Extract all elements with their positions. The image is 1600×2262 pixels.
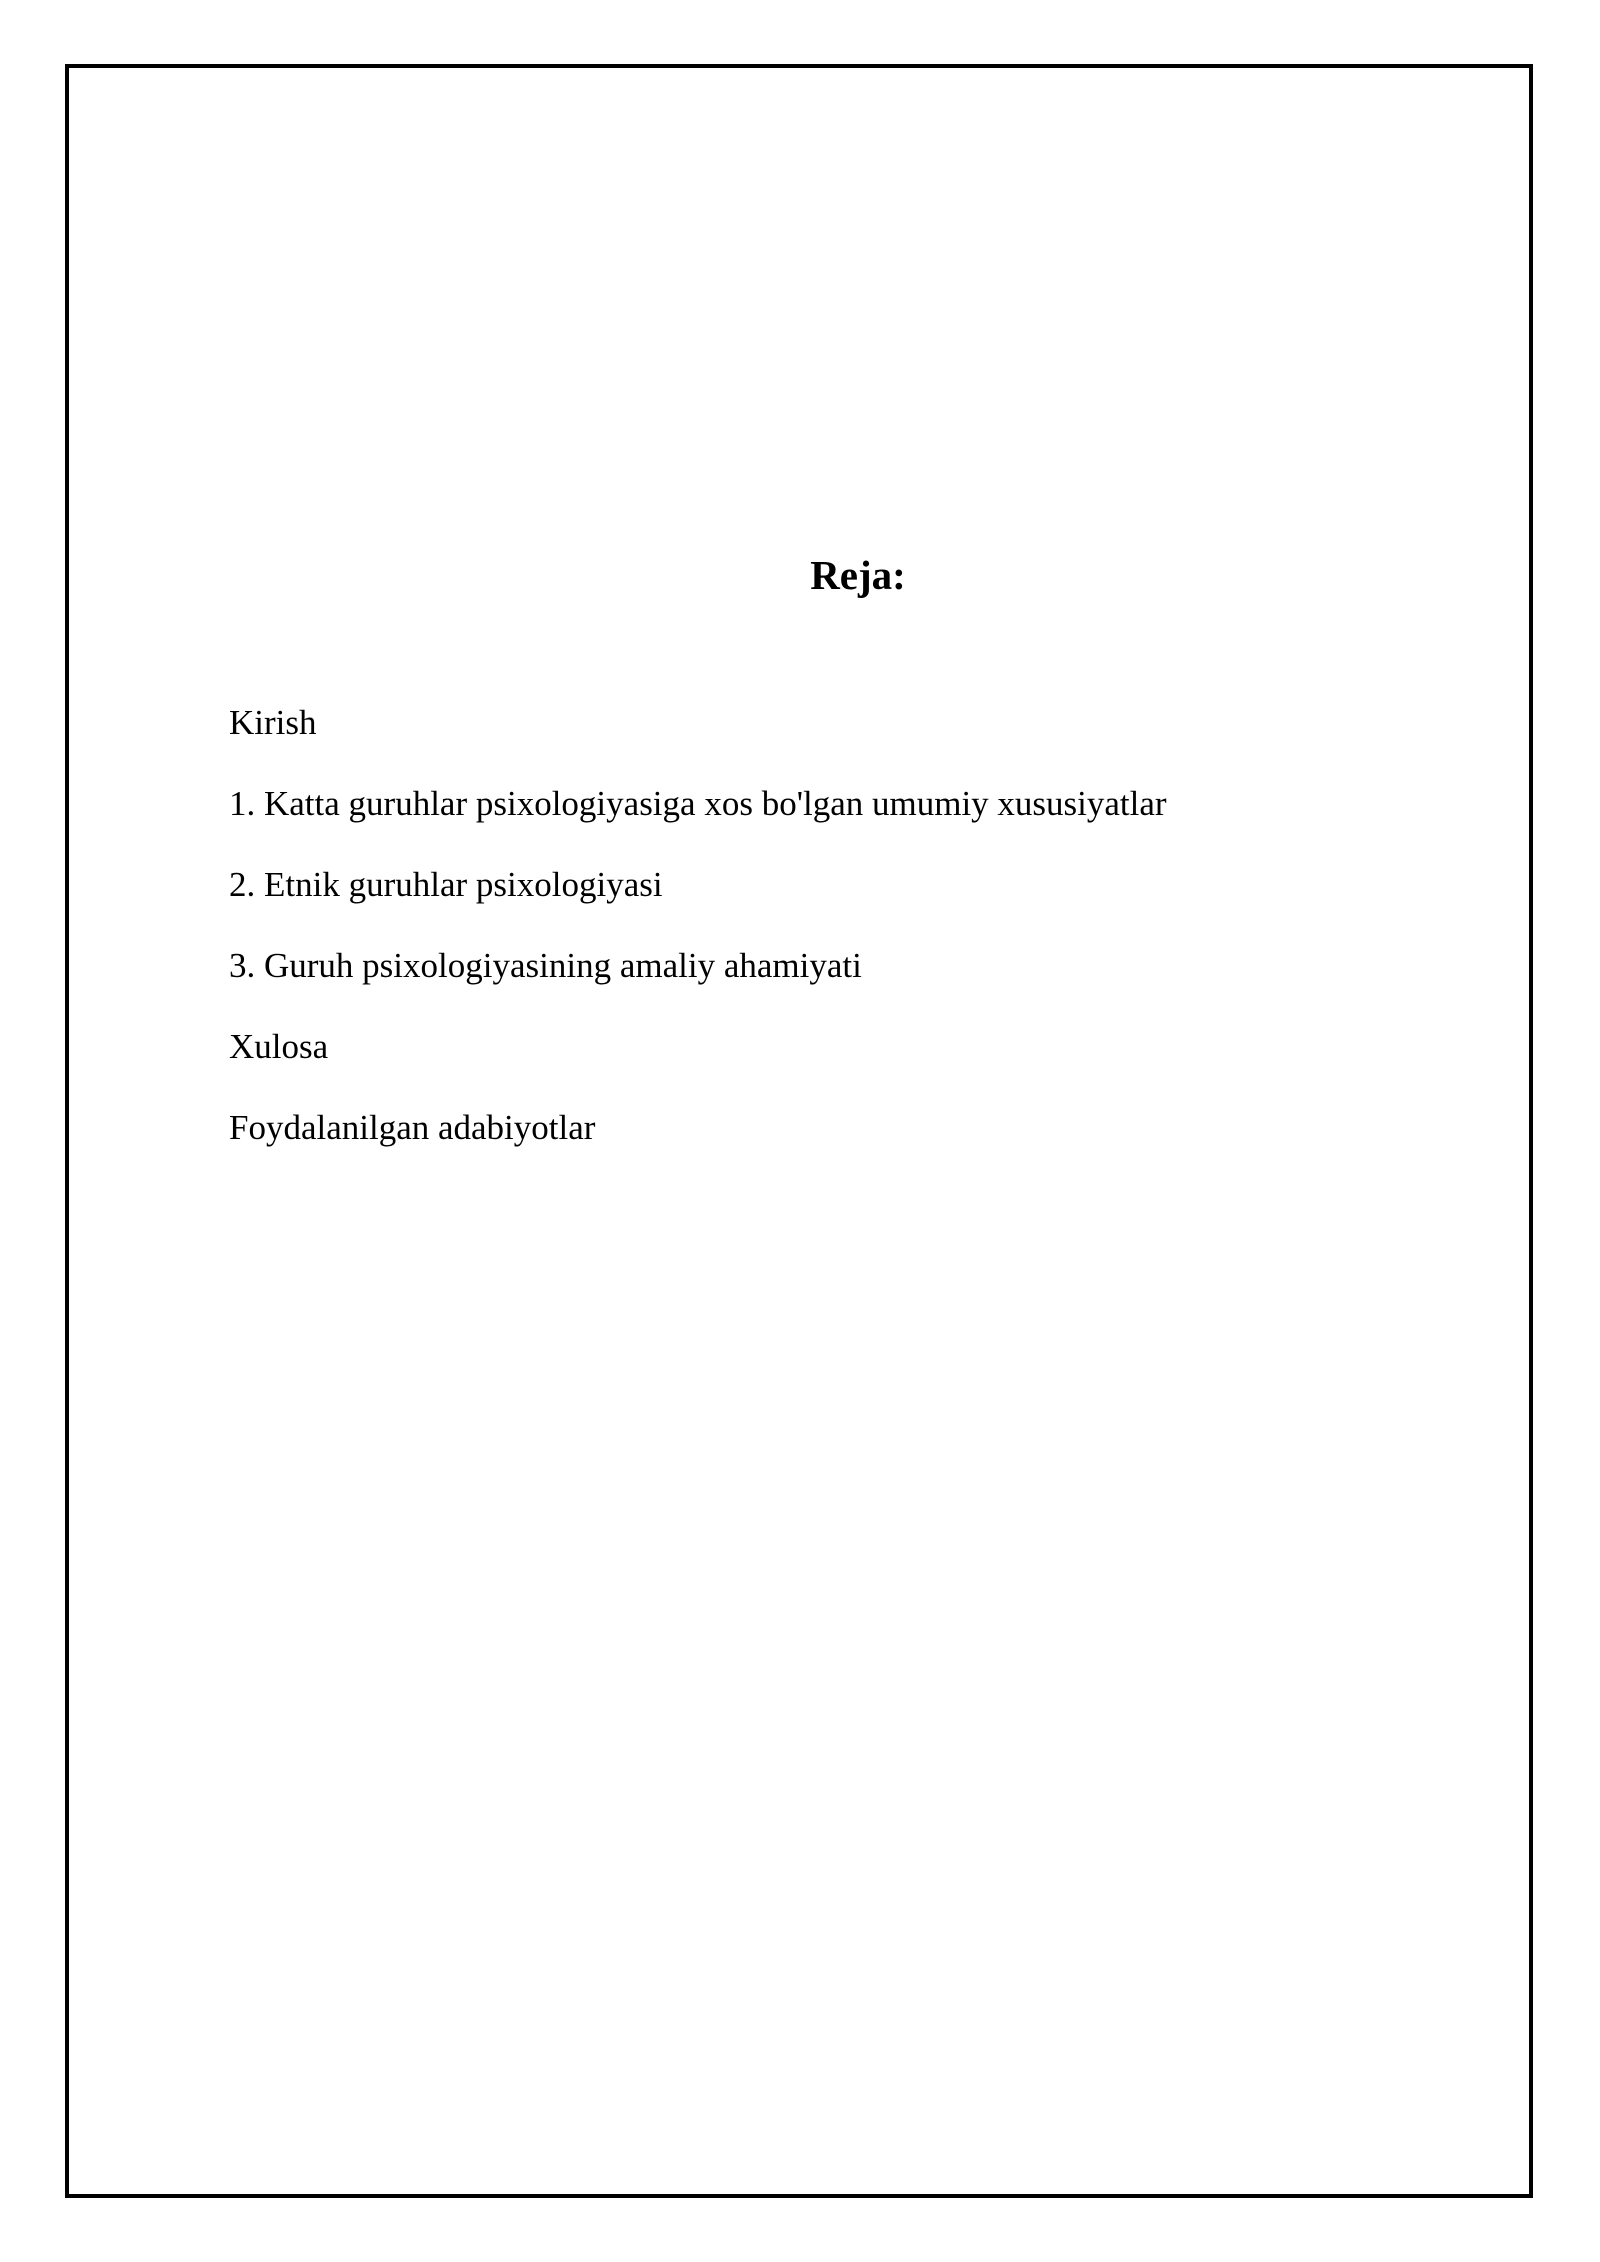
plan-item-conclusion: Xulosa xyxy=(229,1027,329,1066)
plan-item-2: 2. Etnik guruhlar psixologiyasi xyxy=(229,865,663,904)
plan-item-introduction: Kirish xyxy=(229,703,317,742)
plan-list xyxy=(229,699,1167,1185)
plan-item-references: Foydalanilgan adabiyotlar xyxy=(229,1108,596,1147)
plan-item-3: 3. Guruh psixologiyasining amaliy ahamiyati xyxy=(229,946,862,985)
page-title: Reja: xyxy=(810,552,906,598)
plan-item-1: 1. Katta guruhlar psixologiyasiga xos bo'lgan umumiy xususiyatlar xyxy=(229,784,1167,823)
